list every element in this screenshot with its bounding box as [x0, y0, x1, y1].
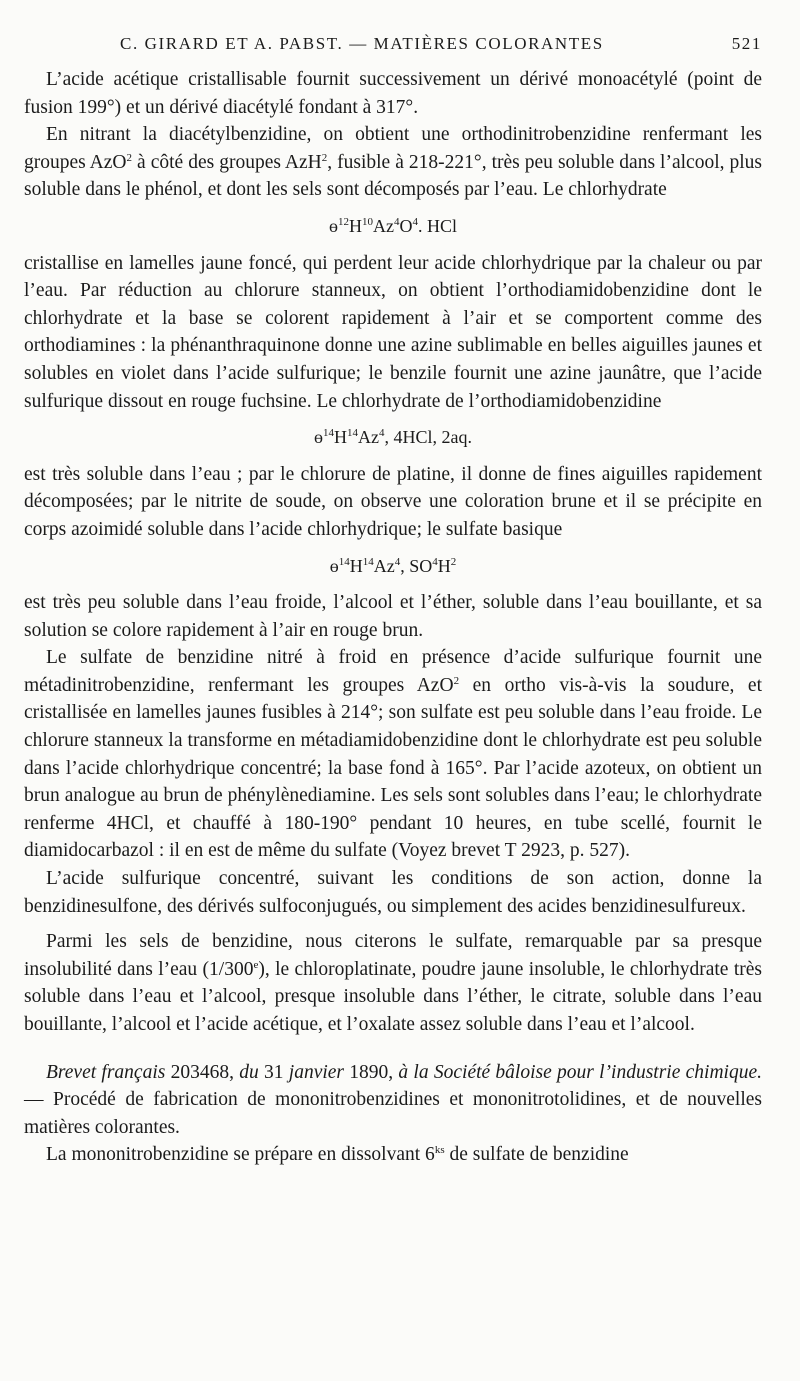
superscript: 14 — [347, 427, 358, 440]
paragraph-crystallise — [24, 250, 762, 416]
paragraph-text: En nitrant la diacétylbenzidine, on obtient une orthodinitrobenzidine renfermant les groupes AzO — [24, 124, 762, 173]
superscript: 2 — [321, 151, 328, 164]
superscript: 12 — [337, 215, 349, 228]
formula-part: Az — [373, 555, 395, 576]
formula-part: H — [349, 555, 363, 576]
page-header — [24, 34, 762, 60]
formula-part: ɵ — [328, 215, 338, 236]
formula-part: , SO — [400, 555, 433, 576]
brevet-label: Brevet français — [46, 1061, 166, 1083]
superscript: 4 — [379, 427, 385, 440]
superscript: 2 — [126, 151, 133, 164]
formula-part: . HCl — [417, 215, 457, 236]
paragraph-mononitro — [24, 1141, 762, 1169]
paragraph-text: 203468, — [165, 1061, 240, 1083]
paragraph-text: Parmi les sels de benzidine, nous citerons le sulfate, remarquable par sa presque insolubilité dans l’eau (1/300 — [24, 931, 762, 980]
superscript: 4 — [412, 215, 418, 228]
paragraph-text: 1890, — [344, 1061, 399, 1083]
italic-text: janvier — [288, 1061, 345, 1083]
italic-text: à la Société bâloise pour l’industrie chimique. — [398, 1061, 762, 1083]
superscript: 2 — [450, 555, 457, 568]
page-number: 521 — [731, 34, 762, 53]
paragraph-peu-soluble — [24, 589, 762, 644]
italic-text: du — [239, 1061, 259, 1083]
paragraph-nitration — [24, 121, 762, 204]
formula-chlorhydrate — [24, 213, 762, 241]
superscript: 4 — [394, 555, 401, 568]
superscript: 14 — [323, 427, 334, 440]
superscript: 4 — [393, 215, 400, 228]
formula-part: H — [437, 555, 451, 576]
page-body — [24, 66, 762, 1169]
formula-sulfate — [24, 553, 762, 581]
paragraph-text: La mononitrobenzidine se prépare en dissolvant 6 — [46, 1144, 435, 1166]
formula-part: Az — [358, 427, 379, 448]
paragraph-brevet — [24, 1059, 762, 1142]
paragraph-text: , fusible à 218-221°, très peu soluble dans l’alcool, plus soluble dans le phénol, et dont les sels sont décomposés par l’eau. Le chlorhydrate — [24, 151, 763, 201]
paragraph-text: est très soluble dans l’eau ; par le chlorure de platine, il donne de fines aiguilles rapidement décomposées; par le nitrite de soude, on observe une coloration brune et il se précipite en corps azoimidé soluble dans l’acide chlorhydrique; le sulfate basique — [24, 463, 762, 540]
formula-part: ɵ — [329, 555, 339, 576]
superscript: ks — [434, 1144, 445, 1157]
superscript: 4 — [432, 555, 438, 568]
formula-part: H — [348, 215, 362, 236]
paragraph-text: cristallise en lamelles jaune foncé, qui perdent leur acide chlorhydrique par la chaleur ou par l’eau. Par réduction au chlorure stanneux, on obtient l’orthodiamidobenzidine dont le chlorhydrate et la base se colorent rapidement à l’air et se comportent comme des orthodiamines : la phénanthraquinone donne une azine sublimable en belles aiguilles jaunes et solubles en violet dans l’acide sulfurique; le benzile fournit une azine jaunâtre, que l’acide sulfurique dissout en rouge fuchsine. Le chlorhydrate de l’orthodiamidobenzidine — [24, 252, 762, 412]
paragraph-text: L’acide sulfurique concentré, suivant les conditions de son action, donne la benzidinesulfone, des dérivés sulfoconjugués, ou simplement des acides benzidinesulfureux. — [24, 868, 762, 917]
paragraph-text: 31 — [258, 1061, 289, 1083]
paragraph-sels — [24, 928, 762, 1038]
paragraph-text: Le sulfate de benzidine nitré à froid en présence d’acide sulfurique fournit une métadinitrobenzidine, renfermant les groupes AzO — [24, 647, 762, 696]
paragraph-text: est très peu soluble dans l’eau froide, l’alcool et l’éther, soluble dans l’eau bouillante, et sa solution se colore rapidement à l’air en rouge brun. — [24, 592, 762, 641]
formula-part: H — [334, 427, 347, 448]
formula-part: Az — [372, 215, 394, 236]
running-title: C. GIRARD ET A. PABST. — MATIÈRES COLORANTES — [120, 34, 604, 53]
paragraph-soluble — [24, 461, 762, 544]
formula-part: O — [399, 215, 413, 236]
paragraph-text: de sulfate de benzidine — [444, 1144, 629, 1166]
superscript: 2 — [453, 674, 460, 687]
paragraph-acide-sulfurique — [24, 865, 762, 920]
paragraph-acetic-acid — [24, 66, 762, 121]
superscript: 10 — [361, 215, 373, 228]
paragraph-text: en ortho vis-à-vis la soudure, et cristallisée en lamelles jaunes fusibles à 214°; son sulfate est peu soluble dans l’eau froide. Le chlorure stanneux la transforme en métadiamidobenzidine dont le chlorhydrate est peu soluble dans l’acide chlorhydrique concentré; la base fond à 165°. Par l’acide azoteux, on obtient un brun analogue au brun de phénylènediamine. Les sels sont solubles dans l’eau; le chlorhydrate renferme 4HCl, et chauffé à 180-190° pendant 10 heures, en tube scellé, fournit le diamidocarbazol : il en est de même du sulfate (Voyez brevet T 2923, p. 527). — [24, 674, 763, 862]
superscript: 14 — [338, 555, 350, 568]
paragraph-sulfate-nitre — [24, 644, 762, 865]
paragraph-text: ), le chloroplatinate, poudre jaune insoluble, le chlorhydrate très soluble dans l’eau et l’alcool, presque insoluble dans l’éther, le citrate, soluble dans l’eau bouillante, l’alcool et l’acide acétique, et l’oxalate assez soluble dans l’eau et l’alcool. — [24, 958, 762, 1035]
superscript: e — [253, 958, 259, 971]
paragraph-text: — Procédé de fabrication de mononitrobenzidines et mononitrotolidines, et de nouvelles matières colorantes. — [24, 1089, 762, 1138]
paragraph-text: à côté des groupes AzH — [132, 151, 322, 173]
superscript: 14 — [362, 555, 374, 568]
formula-orthodiamido — [24, 424, 762, 452]
paragraph-text: L’acide acétique cristallisable fournit successivement un dérivé monoacétylé (point de fusion 199°) et un dérivé diacétylé fondant à 317°. — [24, 69, 762, 118]
formula-part: ɵ — [314, 427, 323, 448]
formula-part: , 4HCl, 2aq. — [384, 427, 472, 448]
